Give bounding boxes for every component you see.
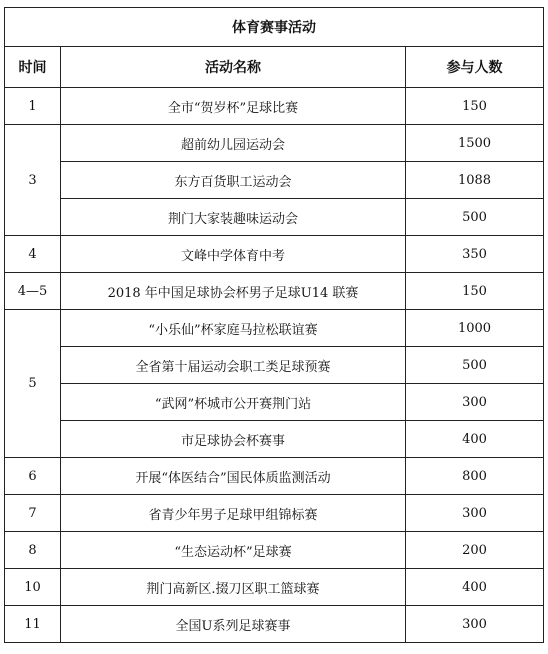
event-name-cell: 荆门大家装趣味运动会 <box>61 199 406 236</box>
participant-count-cell: 500 <box>406 347 544 384</box>
event-name-cell: 全市“贺岁杯”足球比赛 <box>61 88 406 125</box>
event-name-cell: 文峰中学体育中考 <box>61 236 406 273</box>
time-cell: 3 <box>5 125 61 236</box>
sports-events-table <box>4 7 544 643</box>
participant-count-cell: 1500 <box>406 125 544 162</box>
time-cell: 11 <box>5 606 61 643</box>
table-title-row <box>5 8 544 47</box>
events-table-container <box>4 7 544 643</box>
participant-count-cell: 300 <box>406 495 544 532</box>
column-header-time: 时间 <box>5 47 61 88</box>
table-row <box>5 495 544 532</box>
column-header-event-name: 活动名称 <box>61 47 406 88</box>
table-row <box>5 88 544 125</box>
table-row <box>5 384 544 421</box>
participant-count-cell: 1000 <box>406 310 544 347</box>
participant-count-cell: 500 <box>406 199 544 236</box>
table-row <box>5 162 544 199</box>
event-name-cell: 2018 年中国足球协会杯男子足球U14 联赛 <box>61 273 406 310</box>
table-row <box>5 273 544 310</box>
time-cell: 7 <box>5 495 61 532</box>
time-cell: 8 <box>5 532 61 569</box>
table-row <box>5 606 544 643</box>
table-row <box>5 199 544 236</box>
event-name-cell: 省青少年男子足球甲组锦标赛 <box>61 495 406 532</box>
participant-count-cell: 1088 <box>406 162 544 199</box>
table-title: 体育赛事活动 <box>5 8 544 47</box>
column-header-participants: 参与人数 <box>406 47 544 88</box>
event-name-cell: 全国U系列足球赛事 <box>61 606 406 643</box>
participant-count-cell: 150 <box>406 273 544 310</box>
table-row <box>5 125 544 162</box>
time-cell: 5 <box>5 310 61 458</box>
table-row <box>5 458 544 495</box>
table-row <box>5 310 544 347</box>
table-row <box>5 532 544 569</box>
event-name-cell: “小乐仙”杯家庭马拉松联谊赛 <box>61 310 406 347</box>
time-cell: 4 <box>5 236 61 273</box>
participant-count-cell: 350 <box>406 236 544 273</box>
participant-count-cell: 200 <box>406 532 544 569</box>
participant-count-cell: 800 <box>406 458 544 495</box>
time-cell: 6 <box>5 458 61 495</box>
event-name-cell: “生态运动杯”足球赛 <box>61 532 406 569</box>
table-row <box>5 421 544 458</box>
participant-count-cell: 300 <box>406 606 544 643</box>
event-name-cell: 市足球协会杯赛事 <box>61 421 406 458</box>
participant-count-cell: 400 <box>406 421 544 458</box>
time-cell: 4—5 <box>5 273 61 310</box>
participant-count-cell: 150 <box>406 88 544 125</box>
table-header-row <box>5 47 544 88</box>
event-name-cell: 东方百货职工运动会 <box>61 162 406 199</box>
event-name-cell: 开展“体医结合”国民体质监测活动 <box>61 458 406 495</box>
time-cell: 10 <box>5 569 61 606</box>
event-name-cell: “武网”杯城市公开赛荆门站 <box>61 384 406 421</box>
time-cell: 1 <box>5 88 61 125</box>
event-name-cell: 荆门高新区.掇刀区职工篮球赛 <box>61 569 406 606</box>
participant-count-cell: 400 <box>406 569 544 606</box>
table-row <box>5 569 544 606</box>
participant-count-cell: 300 <box>406 384 544 421</box>
table-row <box>5 347 544 384</box>
event-name-cell: 全省第十届运动会职工类足球预赛 <box>61 347 406 384</box>
table-row <box>5 236 544 273</box>
event-name-cell: 超前幼儿园运动会 <box>61 125 406 162</box>
